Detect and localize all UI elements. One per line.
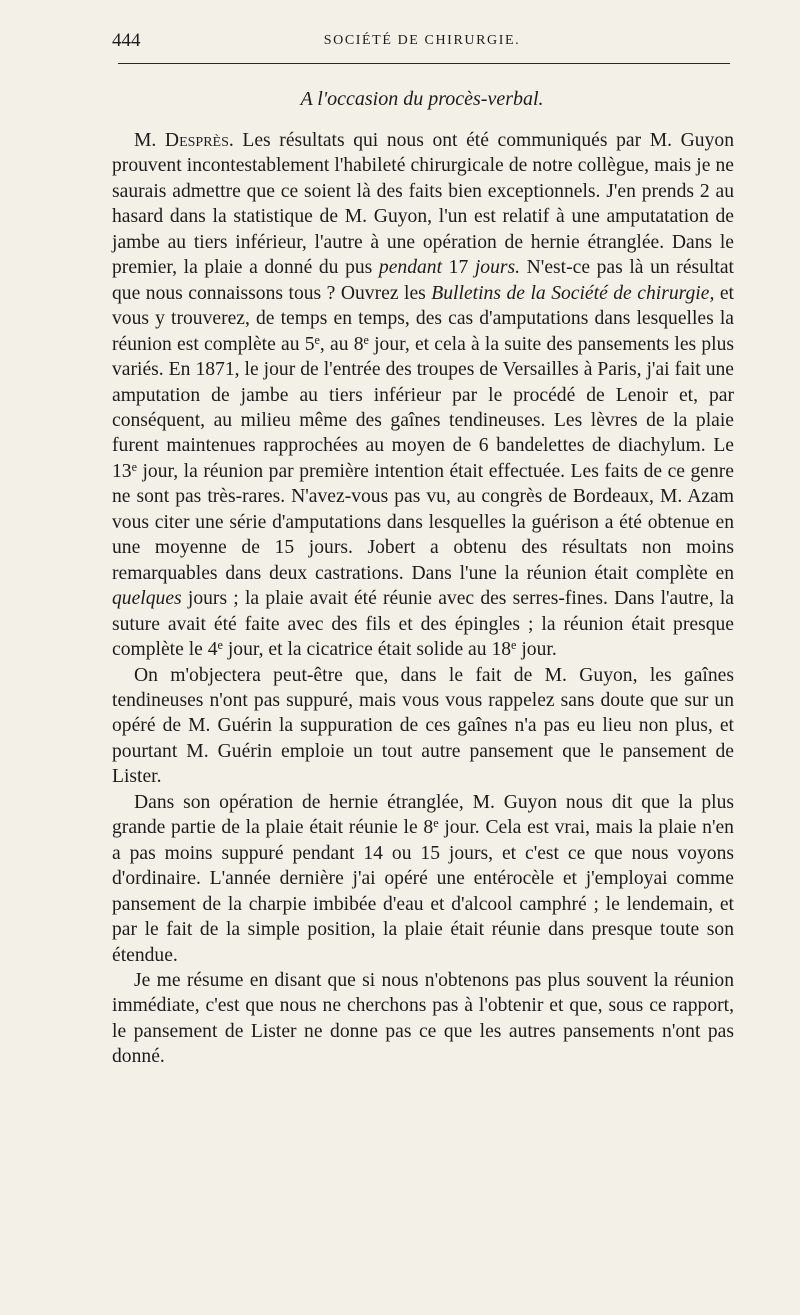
speaker-name: M. Desprès. bbox=[134, 130, 234, 151]
text-run: Je me résume en disant que si nous n'obtenons pas plus souvent la réunion immédiate, c'est que nous ne cherchons pas à l'obtenir et que, sous ce rapport, le pansement de Lister ne donne pas ce que les autres pansements n'ont pas donné. bbox=[112, 969, 734, 1068]
running-head: SOCIÉTÉ DE CHIRURGIE. bbox=[323, 33, 521, 48]
paragraph-4 bbox=[112, 968, 734, 1070]
paragraph-3 bbox=[112, 790, 734, 968]
paragraph-2 bbox=[112, 663, 734, 790]
text-run: jour. Cela est vrai, mais la plaie n'en a pas moins suppuré pendant 14 ou 15 jours, et c'est ce que nous voyons d'ordinaire. L'année dernière j'ai opéré une entérocèle et j'employai comme pansement de la charpie imbibée d'eau et d'alcool camphré ; le lendemain, et par le fait de la simple position, la plaie était réunie dans presque toute son étendue. bbox=[112, 817, 734, 966]
text-run: 17 bbox=[442, 257, 475, 279]
text-run: Les résultats qui nous ont été communiqués par M. Guyon prouvent incontestablement l'habileté chirurgicale de notre collègue, mais je ne saurais admettre que ce soient là des faits bien exceptionnels. J'en prends 2 au hasard dans la statistique de M. Guyon, l'un est relatif à une amputatation de jambe au tiers inférieur, l'autre à une opération de hernie étranglée. Dans le premier, la plaie a donné du pus bbox=[112, 130, 734, 279]
paragraph-1 bbox=[112, 128, 734, 663]
italic-run: jours. bbox=[474, 257, 521, 279]
text-run: Dans son opération de hernie étranglée, M. Guyon nous dit que la plus grande partie de la plaie était réunie le 8 bbox=[112, 791, 734, 839]
page-number: 444 bbox=[112, 30, 141, 51]
text-run: jour, la réunion par première intention était effectuée. Les faits de ce genre ne sont pas très-rares. N'avez-vous pas vu, au congrès de Bordeaux, M. Azam vous citer une série d'amputations dans lesquelles la guérison a été obtenue en une moyenne de 15 jours. Jobert a obtenu des résultats non moins remarquables dans deux castrations. Dans l'une la réunion était complète en bbox=[112, 460, 734, 584]
italic-run: quelques bbox=[112, 588, 182, 610]
superscript: e bbox=[314, 332, 320, 347]
italic-run: pendant bbox=[378, 257, 443, 279]
italic-run: Bulletins de la Société de chirurgie, bbox=[431, 282, 715, 304]
superscript: e bbox=[511, 638, 517, 652]
section-heading: A l'occasion du procès-verbal. bbox=[300, 88, 544, 110]
text-run: , au 8 bbox=[319, 333, 364, 355]
text-run: jour, et cela à la suite des pansements les plus variés. En 1871, le jour de l'entrée des troupes de Versailles à Paris, j'ai fait une amputation de jambe au tiers inférieur par le procédé de Lenoir et, par conséquent, au milieu même des gaînes tendineuses. Les lèvres de la plaie furent maintenues rapprochées au moyen de 6 bandelettes de diachylum. Le 13 bbox=[112, 333, 734, 482]
text-run: jour. bbox=[516, 639, 557, 661]
superscript: e bbox=[131, 459, 137, 474]
header-rule bbox=[118, 63, 730, 64]
body-text bbox=[112, 128, 734, 1070]
superscript: e bbox=[433, 816, 439, 831]
text-run: jour, et la cicatrice était solide au 18 bbox=[222, 639, 512, 661]
superscript: e bbox=[363, 332, 369, 347]
text-run: jours ; la plaie avait été réunie avec des serres-fines. Dans l'autre, la suture avait été faite avec des fils et des épingles ; la réunion était presque complète le 4 bbox=[112, 588, 734, 661]
superscript: e bbox=[217, 638, 223, 652]
text-run: On m'objectera peut-être que, dans le fait de M. Guyon, les gaînes tendineuses n'ont pas suppuré, mais vous vous rappelez sans doute que sur un opéré de M. Guérin la suppuration de ces gaînes n'a pas eu lieu non plus, et pourtant M. Guérin emploie un tout autre pansement que le pansement de Lister. bbox=[112, 664, 734, 788]
text-run: et vous y trouverez, de temps en temps, des cas d'amputations dans lesquelles la réunion est complète au 5 bbox=[112, 282, 734, 355]
page-header bbox=[112, 30, 732, 56]
text-run: N'est-ce pas là un résultat que nous connaissons tous ? Ouvrez les bbox=[112, 257, 734, 304]
